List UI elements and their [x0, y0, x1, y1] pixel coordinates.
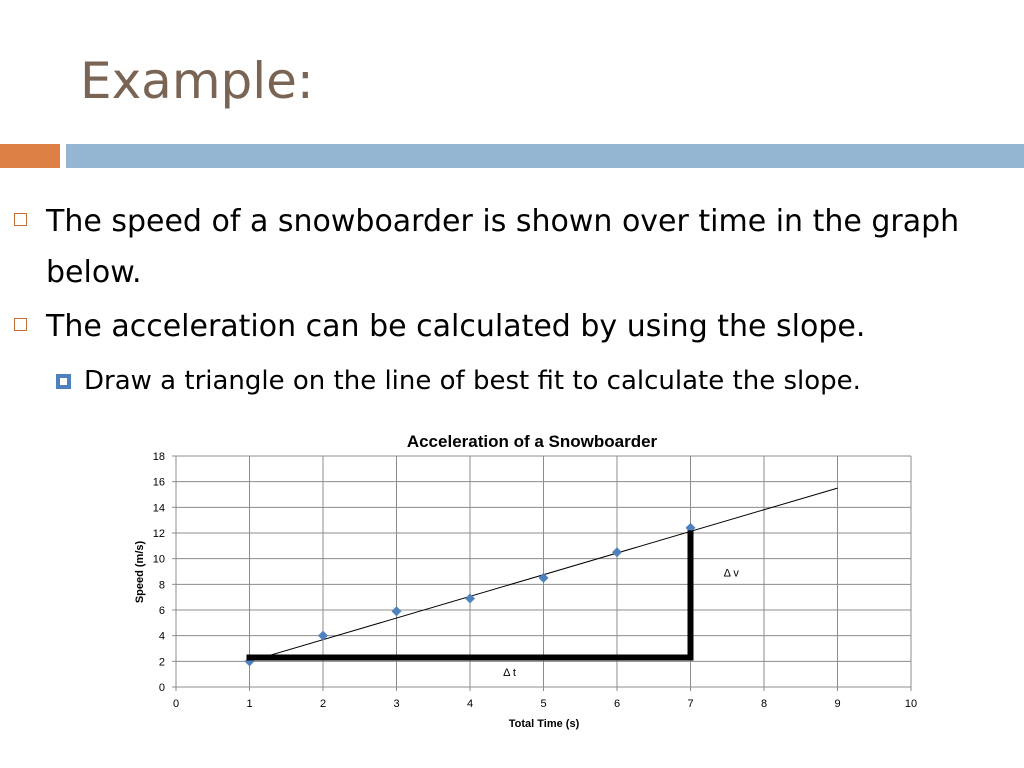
- y-tick-label: 12: [152, 528, 165, 540]
- x-tick-label: 2: [319, 698, 327, 710]
- bullet-text-2: The acceleration can be calculated by using the slope.: [46, 309, 866, 344]
- delta-v-label: Δ v: [723, 567, 739, 580]
- y-tick-label: 0: [158, 682, 165, 694]
- x-tick-label: 8: [760, 698, 768, 710]
- x-tick-label: 1: [246, 698, 253, 710]
- y-tick-label: 8: [158, 579, 165, 592]
- slide-title: Example:: [80, 52, 314, 110]
- x-tick-label: 7: [687, 698, 694, 710]
- y-axis-label: Speed (m/s): [134, 540, 146, 604]
- y-tick-label: 6: [158, 605, 165, 617]
- x-tick-label: 4: [466, 698, 474, 710]
- x-tick-label: 5: [540, 698, 547, 710]
- y-tick-label: 2: [158, 656, 165, 669]
- data-point: [392, 606, 402, 616]
- sub-bullet-text-1: Draw a triangle on the line of best fit to calculate the slope.: [84, 366, 861, 396]
- delta-t-label: Δ t: [503, 667, 516, 680]
- slope-triangle: [247, 530, 740, 679]
- y-tick-label: 4: [158, 630, 165, 643]
- y-tick-label: 14: [152, 502, 165, 515]
- chart-tick-labels: [153, 451, 917, 710]
- y-tick-label: 16: [152, 476, 165, 489]
- x-tick-label: 10: [904, 698, 918, 710]
- y-tick-label: 18: [152, 451, 165, 463]
- data-point: [539, 573, 549, 583]
- x-tick-label: 0: [172, 698, 180, 710]
- x-tick-label: 3: [393, 698, 400, 710]
- chart-grid: [176, 456, 911, 687]
- x-tick-label: 9: [834, 698, 841, 710]
- x-axis-label: Total Time (s): [508, 718, 580, 730]
- y-tick-label: 10: [152, 553, 165, 566]
- data-point: [612, 547, 622, 557]
- bullet-text-1: The speed of a snowboarder is shown over time in the graph below.: [46, 204, 960, 290]
- chart-title: Acceleration of a Snowboarder: [406, 432, 658, 451]
- x-tick-label: 6: [613, 698, 621, 710]
